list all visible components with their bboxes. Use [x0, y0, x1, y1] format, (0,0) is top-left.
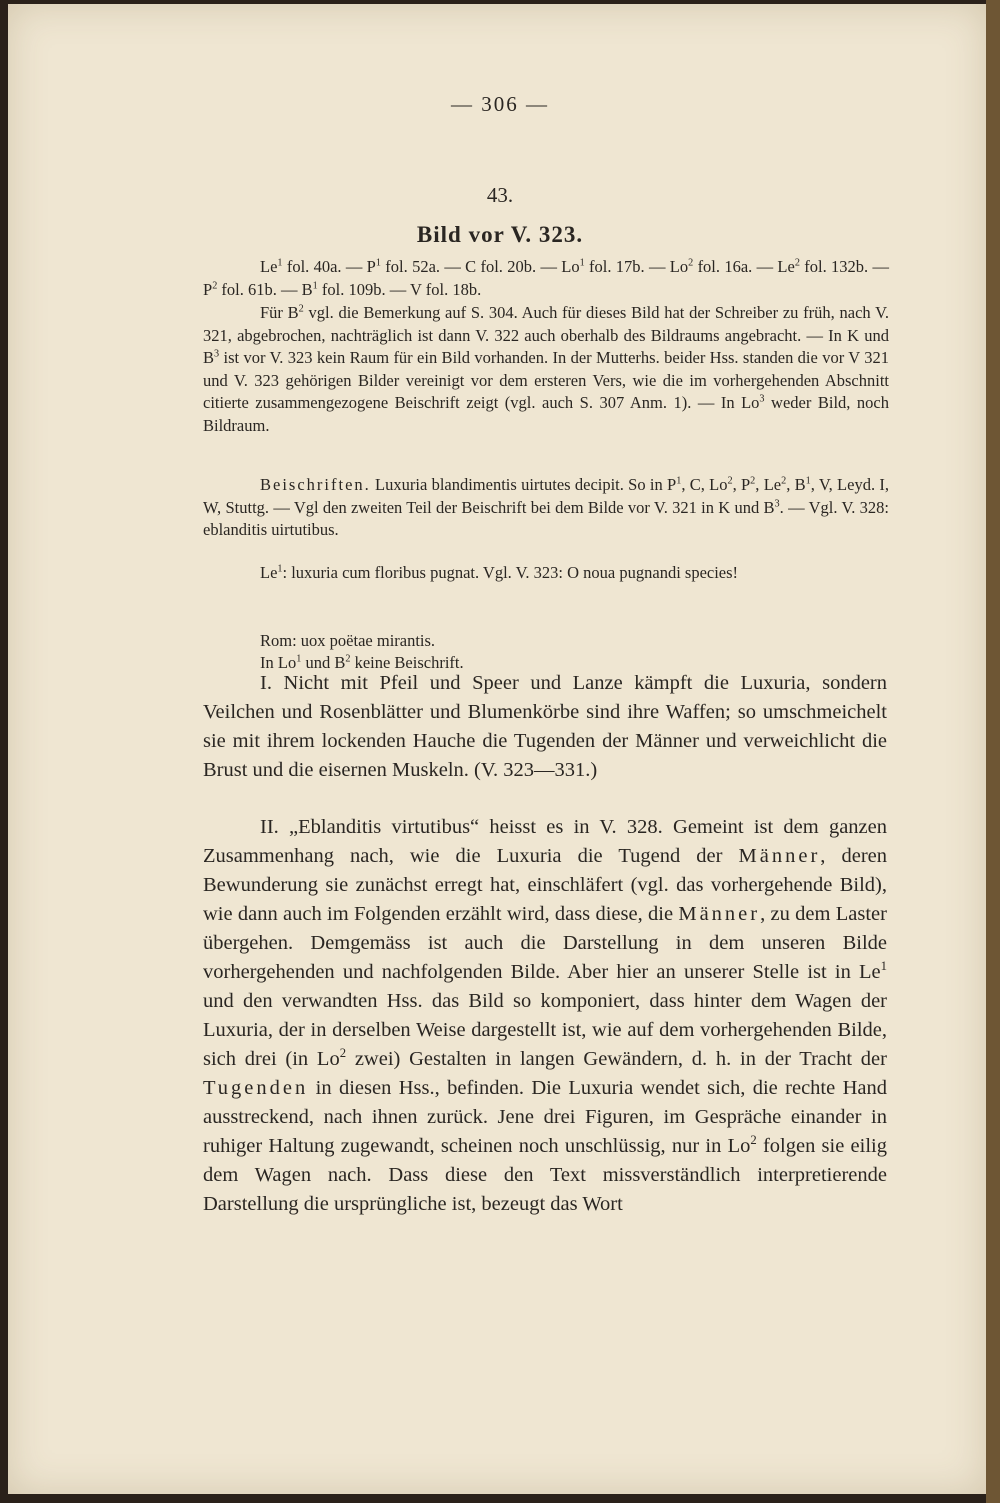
inscriptions: Beischriften. Luxuria blandimentis uirtutes decipit. So in $P^1$, C, Lo$^2$, $P^2$, Le$^2$, $B^1$, V, Leyd. I, W, Stuttg. — Vgl den zweiten Teil der Beischrift bei dem Bilde vor V. 321 in K und $B^3$. — Vgl. V. 328: eblanditis uirtutibus.	[203, 475, 889, 539]
manuscript-sources: Le$^1$ fol. 40a. — $P^1$ fol. 52a. — C fol. 20b. — Lo$^1$ fol. 17b. — Lo$^2$ fol. 16a. — Le$^2$ fol. 132b. — $P^2$ fol. 61b. — $B^1$ fol. 109b. — V fol. 18b.	[203, 257, 889, 299]
inscription-none: In Lo$^1$ und $B^2$ keine Beischrift.	[260, 653, 464, 672]
inscription-le1: Le$^1$: luxuria cum floribus pugnat. Vgl. V. 323: O noua pugnandi species!	[260, 563, 739, 582]
section-number: 43.	[486, 183, 514, 207]
page-number: — 306 —	[451, 92, 549, 116]
inscription-rom: Rom: uox poëtae mirantis.	[260, 631, 436, 650]
paragraph-1: I. Nicht mit Pfeil und Speer und Lanze kämpft die Luxuria, sondern Veilchen und Rosenblätter und Blumenkörbe sind ihre Waffen; so umschmeichelt sie mit ihrem lockenden Hauche die Tugenden der Männer und verweichlicht die Brust und die eisernen Muskeln. (V. 323—331.)	[203, 672, 887, 781]
manuscript-note: Für $B^2$ vgl. die Bemerkung auf S. 304. Auch für dieses Bild hat der Schreiber zu früh, nach V. 321, abgebrochen, nachträglich ist dann V. 322 auch oberhalb des Bildraums angebracht. — In K und $B^3$ ist vor V. 323 kein Raum für ein Bild vorhanden. In der Mutterhs. beider Hss. standen die vor V 321 und V. 323 gehörigen Bilder vereinigt vor dem ersteren Vers, wie die im vorhergehenden Abschnitt citierte zusammengezogene Beischrift zeigt (vgl. auch S. 307 Anm. 1). — In Lo$^3$ weder Bild, noch Bildraum.	[203, 303, 889, 435]
inscriptions-label: Beischriften.	[260, 475, 371, 494]
section-title: Bild vor V. 323.	[416, 222, 584, 247]
paragraph-2: II. „Eblanditis virtutibus“ heisst es in V. 328. Gemeint ist dem ganzen Zusammenhang nach, wie die Luxuria die Tugend der Männer, deren Bewunderung sie zunächst erregt hat, einschläfert (vgl. das vorhergehende Bild), wie dann auch im Folgenden erzählt wird, dass diese, die Männer, zu dem Laster übergehen. Demgemäss ist auch die Darstellung in dem unseren Bilde vorhergehenden und nachfolgenden Bilde. Aber hier an unserer Stelle ist in Le$^1$ und den verwandten Hss. das Bild so komponiert, dass hinter dem Wagen der Luxuria, der in derselben Weise dargestellt ist, wie auf dem vorhergehenden Bilde, sich drei (in Lo$^2$ zwei) Gestalten in langen Gewändern, d. h. in der Tracht der Tugenden in diesen Hss., befinden. Die Luxuria wendet sich, die rechte Hand ausstreckend, nach ihnen zurück. Jene drei Figuren, im Gespräche einander in ruhiger Haltung zugewandt, scheinen noch unschlüssig, nur in Lo$^2$ folgen sie eilig dem Wagen nach. Dass diese den Text missverständlich interpretierende Darstellung die ursprüngliche ist, bezeugt das Wort	[203, 816, 887, 1215]
